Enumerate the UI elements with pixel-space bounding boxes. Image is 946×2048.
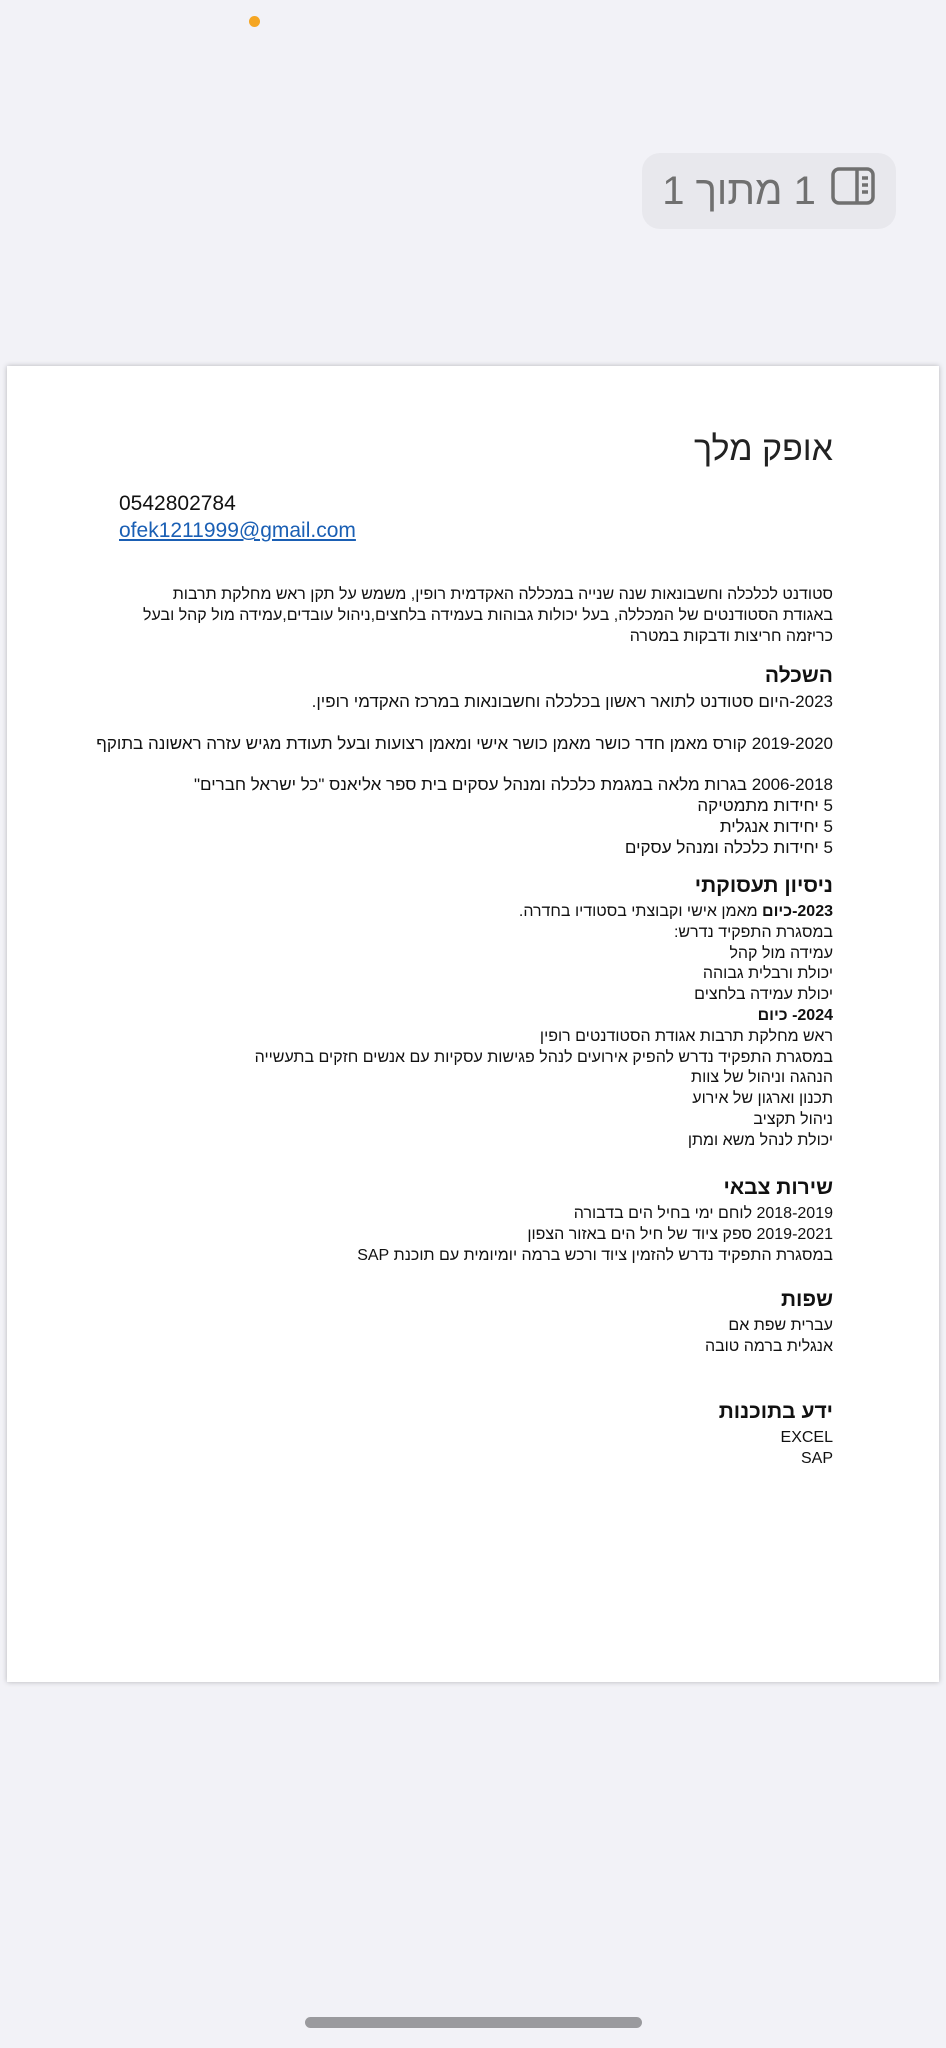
software-line: EXCEL — [780, 1429, 833, 1446]
experience-line: יכולת לנהל משא ומתן — [687, 1131, 833, 1149]
experience-line: הנהגה וניהול של צוות — [691, 1069, 833, 1087]
experience-title: ניסיון תעסוקתי — [694, 874, 833, 897]
languages-title: שפות — [780, 1288, 833, 1311]
education-title: השכלה — [764, 664, 833, 687]
language-line: עברית שפת אם — [728, 1317, 833, 1334]
experience-line: במסגרת התפקיד נדרש: — [673, 923, 833, 941]
sidebar-icon — [830, 166, 876, 216]
resume-name: אופק מלך — [694, 430, 833, 468]
contact-block — [119, 490, 356, 544]
experience-line: תכנון וארגון של אירוע — [692, 1090, 833, 1108]
education-line: 2023-היום סטודנט לתואר ראשון בכלכלה וחשבונאות במרכז האקדמי רופין. — [311, 692, 833, 711]
status-indicator-dot — [249, 16, 260, 27]
military-line: במסגרת התפקיד נדרש להזמין ציוד ורכש ברמה יומיומית עם תוכנת SAP — [357, 1246, 833, 1264]
education-line: 5 יחידות מתמטיקה — [697, 795, 833, 815]
experience-line: ראש מחלקת תרבות אגודת הסטודנטים רופין — [539, 1027, 833, 1045]
experience-line: במסגרת התפקיד נדרש להפיק אירועים לנהל פגישות עסקיות עם אנשים חזקים בתעשייה — [254, 1048, 833, 1066]
experience-line: יכולת עמידה בלחצים — [694, 986, 833, 1004]
job-title: מאמן אישי וקבוצתי בסטודיו בחדרה. — [518, 903, 763, 920]
education-line: 2019-2020 קורס מאמן חדר כושר מאמן כושר אישי ומאמן רצועות ובעל תעודת מגיש עזרה ראשונה בתוקף — [96, 733, 833, 753]
language-line: אנגלית ברמה טובה — [704, 1337, 833, 1355]
document-page[interactable] — [7, 366, 939, 1682]
languages-list — [705, 1316, 833, 1358]
email-link[interactable]: ofek1211999@gmail.com — [119, 519, 356, 542]
experience-line: יכולת ורבלית גבוהה — [702, 965, 833, 983]
software-line: SAP — [800, 1449, 833, 1467]
home-indicator-bar[interactable] — [305, 2017, 642, 2028]
education-line: 2006-2018 בגרות מלאה במגמת כלכלה ומנהל עסקים בית ספר אליאנס "כל ישראל חברים" — [193, 775, 833, 795]
software-title: ידע בתוכנות — [718, 1400, 833, 1423]
military-list — [357, 1204, 833, 1266]
education-line: 5 יחידות כלכלה ומנהל עסקים — [624, 837, 833, 857]
military-title: שירות צבאי — [723, 1176, 833, 1199]
experience-line: ניהול תקציב — [753, 1110, 833, 1128]
experience-list — [255, 902, 833, 1152]
experience-line: עמידה מול קהל — [729, 944, 833, 962]
job-period: 2024- כיום — [757, 1006, 833, 1024]
resume-summary: סטודנט לכלכלה וחשבונאות שנה שנייה במכללה האקדמית רופין, משמש על תקן ראש מחלקת תרבות באגודת הסטודנטים של המכללה, בעל יכולות גבוהות בעמידה בלחצים,ניהול עובדים,עמידה מול קהל ובעל כריזמה חריצות ודבקות במטרה — [143, 586, 833, 645]
education-line: 5 יחידות אנגלית — [719, 816, 833, 836]
page-count-text: 1 מתוך 1 — [662, 168, 816, 213]
military-line: 2018-2019 לוחם ימי בחיל הים בדבורה — [573, 1205, 833, 1222]
experience-line — [255, 902, 833, 923]
software-list — [781, 1428, 833, 1470]
education-list — [96, 692, 833, 858]
phone-number: 0542802784 — [119, 492, 236, 515]
page-count-indicator[interactable] — [642, 153, 896, 229]
military-line: 2019-2021 ספק ציוד של חיל הים באזור הצפון — [527, 1225, 833, 1243]
job-period: 2023-כיום — [762, 903, 833, 920]
